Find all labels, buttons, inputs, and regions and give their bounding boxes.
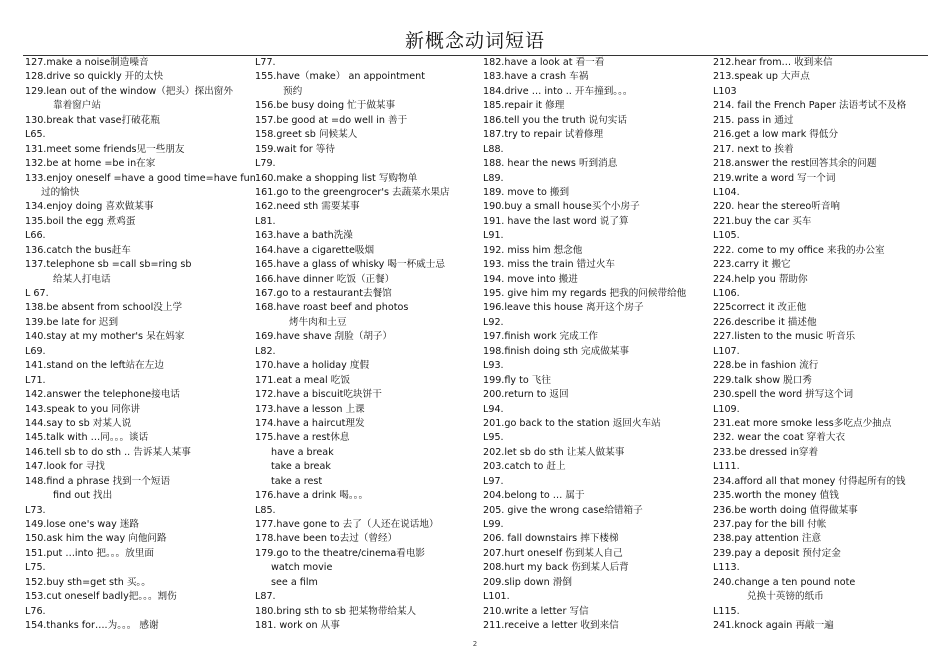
phrase-entry: 238.pay attention 注意 <box>713 533 822 545</box>
phrase-entry: 128.drive so quickly 开的太快 <box>25 71 164 83</box>
phrase-entry: 给某人打电话 <box>53 273 111 285</box>
phrase-entry: 140.stay at my mother's 呆在妈家 <box>25 331 185 343</box>
phrase-entry: 237.pay for the bill 付帐 <box>713 519 827 530</box>
lesson-heading: L111. <box>713 461 740 473</box>
phrase-entry: 240.change a ten pound note <box>713 576 856 588</box>
phrase-entry: 182.have a look at 看一看 <box>483 57 605 68</box>
phrase-entry: 157.be good at =do well in 善于 <box>255 114 408 126</box>
phrase-entry: 235.worth the money 值钱 <box>713 490 839 502</box>
lesson-heading: L79. <box>255 158 276 170</box>
page-number: 2 <box>472 640 478 648</box>
phrase-entry: 169.have shave 刮脸（胡子） <box>255 331 393 343</box>
phrase-entry: 180.bring sth to sb 把某物带给某人 <box>255 605 417 617</box>
lesson-heading: L113. <box>713 562 740 574</box>
phrase-entry: 206. fall downstairs 摔下楼梯 <box>483 533 619 545</box>
lesson-heading: L81. <box>255 215 276 227</box>
lesson-heading: L 67. <box>25 288 49 299</box>
phrase-entry: 241.knock again 再敲一遍 <box>713 620 834 632</box>
phrase-entry: 149.lose one's way 迷路 <box>25 519 140 530</box>
phrase-entry: find out 找出 <box>53 490 113 502</box>
phrase-entry: 196.leave this house 离开这个房子 <box>483 302 644 314</box>
phrase-entry: 156.be busy doing 忙于做某事 <box>255 100 396 112</box>
phrase-entry: 烤牛肉和土豆 <box>289 316 347 328</box>
phrase-entry: 204.belong to … 属于 <box>483 490 585 502</box>
phrase-entry: 176.have a drink 喝。。。 <box>255 490 369 502</box>
phrase-entry: 132.be at home =be in在家 <box>25 158 156 170</box>
phrase-entry: 预约 <box>283 85 303 97</box>
phrase-entry: 236.be worth doing 值得做某事 <box>713 504 858 516</box>
lesson-heading: L115. <box>713 605 740 617</box>
phrase-entry: 160.make a shopping list 写购物单 <box>255 172 418 184</box>
phrase-entry: 177.have gone to 去了（人还在说话地） <box>255 519 439 530</box>
phrase-entry: 186.tell you the truth 说句实话 <box>483 114 627 126</box>
phrase-entry: see a film <box>271 576 318 588</box>
lesson-heading: L94. <box>483 403 504 415</box>
phrase-entry: take a rest <box>271 475 323 487</box>
phrase-entry: 147.look for 寻找 <box>25 461 105 473</box>
phrase-entry: 154.thanks for….为。。。 感谢 <box>25 620 159 632</box>
lesson-heading: L71. <box>25 374 46 386</box>
phrase-entry: watch movie <box>271 562 333 574</box>
phrase-entry: 166.have dinner 吃饭（正餐） <box>255 273 395 285</box>
phrase-entry: 179.go to the theatre/cinema看电影 <box>255 547 426 559</box>
phrase-entry: 184.drive … into .. 开车撞到。。。 <box>483 85 633 97</box>
phrase-entry: 190.buy a small house买个小房子 <box>483 201 640 213</box>
phrase-entry: 215. pass in 通过 <box>713 114 794 126</box>
lesson-heading: L101. <box>483 591 510 603</box>
phrase-entry: 239.pay a deposit 预付定金 <box>713 547 841 559</box>
phrase-entry: 233.be dressed in穿着 <box>713 446 819 458</box>
lesson-heading: L75. <box>25 562 46 574</box>
lesson-heading: L88. <box>483 143 504 155</box>
phrase-entry: 靠着窗户站 <box>53 100 101 112</box>
phrase-entry: 214. fail the French Paper 法语考试不及格 <box>713 100 907 112</box>
phrase-entry: 209.slip down 滑倒 <box>483 576 572 588</box>
lesson-heading: L82. <box>255 345 276 357</box>
phrase-entry: 138.be absent from school没上学 <box>25 302 183 314</box>
phrase-entry: 222. come to my office 来我的办公室 <box>713 244 885 256</box>
phrase-entry: 199.fly to 飞往 <box>483 374 551 386</box>
phrase-entry: 194. move into 搬进 <box>483 273 578 285</box>
phrase-entry: take a break <box>271 461 331 473</box>
phrase-entry: 127.make a noise制造噪音 <box>25 57 149 68</box>
phrase-entry: 195. give him my regards 把我的问候带给他 <box>483 288 687 299</box>
phrase-entry: 201.go back to the station 返回火车站 <box>483 417 661 429</box>
phrase-entry: 163.have a bath洗澡 <box>255 230 353 242</box>
phrase-entry: 142.answer the telephone接电话 <box>25 389 180 401</box>
phrase-entry: 231.eat more smoke less多吃点少抽点 <box>713 417 892 429</box>
lesson-heading: L109. <box>713 403 740 415</box>
lesson-heading: L69. <box>25 345 46 357</box>
phrase-entry: 137.telephone sb =call sb=ring sb <box>25 259 192 271</box>
phrase-entry: 228.be in fashion 流行 <box>713 360 819 372</box>
lesson-heading: L92. <box>483 316 504 328</box>
phrase-entry: 183.have a crash 车祸 <box>483 71 589 83</box>
phrase-entry: 167.go to a restaurant去餐馆 <box>255 288 392 299</box>
lesson-heading: L73. <box>25 504 46 516</box>
phrase-column-4 <box>713 56 937 634</box>
lesson-heading: L105. <box>713 230 740 242</box>
phrase-entry: 230.spell the word 拼写这个词 <box>713 389 854 401</box>
phrase-entry: 153.cut oneself badly把。。。割伤 <box>25 591 177 603</box>
phrase-entry: 133.enjoy oneself =have a good time=have fun <box>25 172 256 184</box>
phrase-entry: 202.let sb do sth 让某人做某事 <box>483 446 625 458</box>
phrase-entry: 226.describe it 描述他 <box>713 316 817 328</box>
phrase-entry: 164.have a cigarette吸烟 <box>255 244 375 256</box>
phrase-entry: 146.tell sb to do sth .. 告诉某人某事 <box>25 446 191 458</box>
phrase-entry: 过的愉快 <box>41 186 80 198</box>
phrase-entry: 129.lean out of the window（把头）探出窗外 <box>25 85 233 97</box>
phrase-entry: 171.eat a meal 吃饭 <box>255 374 350 386</box>
phrase-entry: 143.speak to you 同你讲 <box>25 403 140 415</box>
phrase-entry: 152.buy sth=get sth 买。。 <box>25 576 151 588</box>
phrase-entry: 148.find a phrase 找到一个短语 <box>25 475 171 487</box>
lesson-heading: L93. <box>483 360 504 372</box>
phrase-column-3 <box>483 56 707 634</box>
phrase-entry: 155.have（make） an appointment <box>255 71 426 83</box>
phrase-entry: 208.hurt my back 伤到某人后背 <box>483 562 629 574</box>
lesson-heading: L103 <box>713 85 737 97</box>
lesson-heading: L66. <box>25 230 46 242</box>
phrase-entry: 211.receive a letter 收到来信 <box>483 620 619 632</box>
phrase-entry: 185.repair it 修理 <box>483 100 565 112</box>
phrase-entry: 145.talk with …同。。。谈话 <box>25 432 149 444</box>
lesson-heading: L85. <box>255 504 276 516</box>
lesson-heading: L104. <box>713 186 740 198</box>
phrase-entry: 219.write a word 写一个词 <box>713 172 836 184</box>
phrase-entry: 192. miss him 想念他 <box>483 244 583 256</box>
phrase-entry: 131.meet some friends见一些朋友 <box>25 143 185 155</box>
phrase-entry: 193. miss the train 错过火车 <box>483 259 616 271</box>
phrase-entry: 181. work on 从事 <box>255 620 340 632</box>
phrase-entry: 234.afford all that money 付得起所有的钱 <box>713 475 906 487</box>
phrase-entry: have a break <box>271 446 334 458</box>
phrase-entry: 212.hear from… 收到来信 <box>713 57 833 68</box>
lesson-heading: L77. <box>255 57 276 68</box>
phrase-entry: 225correct it 改正他 <box>713 302 807 314</box>
lesson-heading: L65. <box>25 129 46 141</box>
lesson-heading: L97. <box>483 475 504 487</box>
phrase-entry: 232. wear the coat 穿着大衣 <box>713 432 846 444</box>
phrase-entry: 217. next to 挨着 <box>713 143 794 155</box>
phrase-entry: 161.go to the greengrocer's 去蔬菜水果店 <box>255 186 450 198</box>
phrase-entry: 173.have a lesson 上课 <box>255 403 365 415</box>
phrase-entry: 兑换十英镑的纸币 <box>747 591 824 603</box>
phrase-entry: 188. hear the news 听到消息 <box>483 158 618 170</box>
phrase-entry: 218.answer the rest回答其余的问题 <box>713 158 877 170</box>
phrase-entry: 150.ask him the way 向他问路 <box>25 533 167 545</box>
phrase-entry: 197.finish work 完成工作 <box>483 331 598 343</box>
phrase-entry: 158.greet sb 问候某人 <box>255 129 358 141</box>
phrase-entry: 144.say to sb 对某人说 <box>25 417 132 429</box>
phrase-entry: 178.have been to去过（曾经） <box>255 533 398 545</box>
phrase-entry: 221.buy the car 买车 <box>713 215 812 227</box>
lesson-heading: L107. <box>713 345 740 357</box>
phrase-entry: 139.be late for 迟到 <box>25 316 119 328</box>
phrase-entry: 203.catch to 赶上 <box>483 461 566 473</box>
phrase-entry: 220. hear the stereo听音响 <box>713 201 841 213</box>
phrase-entry: 159.wait for 等待 <box>255 143 335 155</box>
lesson-heading: L91. <box>483 230 504 242</box>
lesson-heading: L89. <box>483 172 504 184</box>
lesson-heading: L106. <box>713 288 740 299</box>
phrase-entry: 136.catch the bus赶车 <box>25 244 131 256</box>
phrase-entry: 198.finish doing sth 完成做某事 <box>483 345 629 357</box>
phrase-entry: 191. have the last word 说了算 <box>483 215 629 227</box>
phrase-entry: 205. give the wrong case给错箱子 <box>483 504 643 516</box>
phrase-entry: 141.stand on the left站在左边 <box>25 360 164 372</box>
lesson-heading: L76. <box>25 605 46 617</box>
phrase-column-2 <box>255 56 479 634</box>
phrase-entry: 170.have a holiday 度假 <box>255 360 370 372</box>
phrase-entry: 223.carry it 搬它 <box>713 259 791 271</box>
phrase-entry: 213.speak up 大声点 <box>713 71 810 83</box>
phrase-entry: 227.listen to the music 听音乐 <box>713 331 856 343</box>
phrase-entry: 189. move to 搬到 <box>483 186 570 198</box>
phrase-entry: 210.write a letter 写信 <box>483 605 589 617</box>
lesson-heading: L99. <box>483 519 504 530</box>
page-title: 新概念动词短语 <box>404 30 545 52</box>
phrase-entry: 135.boil the egg 煮鸡蛋 <box>25 215 136 227</box>
phrase-entry: 200.return to 返回 <box>483 389 569 401</box>
phrase-entry: 224.help you 帮助你 <box>713 273 808 285</box>
phrase-entry: 229.talk show 脱口秀 <box>713 374 812 386</box>
phrase-entry: 207.hurt oneself 伤到某人自己 <box>483 547 623 559</box>
phrase-entry: 165.have a glass of whisky 喝一杯威士忌 <box>255 259 445 271</box>
phrase-entry: 168.have roast beef and photos <box>255 302 409 314</box>
phrase-entry: 172.have a biscuit吃块饼干 <box>255 389 382 401</box>
phrase-entry: 187.try to repair 试着修理 <box>483 129 604 141</box>
phrase-entry: 175.have a rest休息 <box>255 432 350 444</box>
phrase-entry: 162.need sth 需要某事 <box>255 201 360 213</box>
phrase-entry: 151.put …into 把。。。放里面 <box>25 547 154 559</box>
phrase-entry: 174.have a haircut理发 <box>255 417 365 429</box>
lesson-heading: L95. <box>483 432 504 444</box>
lesson-heading: L87. <box>255 591 276 603</box>
phrase-entry: 216.get a low mark 得低分 <box>713 129 839 141</box>
phrase-column-1 <box>25 56 256 634</box>
phrase-entry: 130.break that vase打破花瓶 <box>25 114 160 126</box>
phrase-entry: 134.enjoy doing 喜欢做某事 <box>25 201 154 213</box>
